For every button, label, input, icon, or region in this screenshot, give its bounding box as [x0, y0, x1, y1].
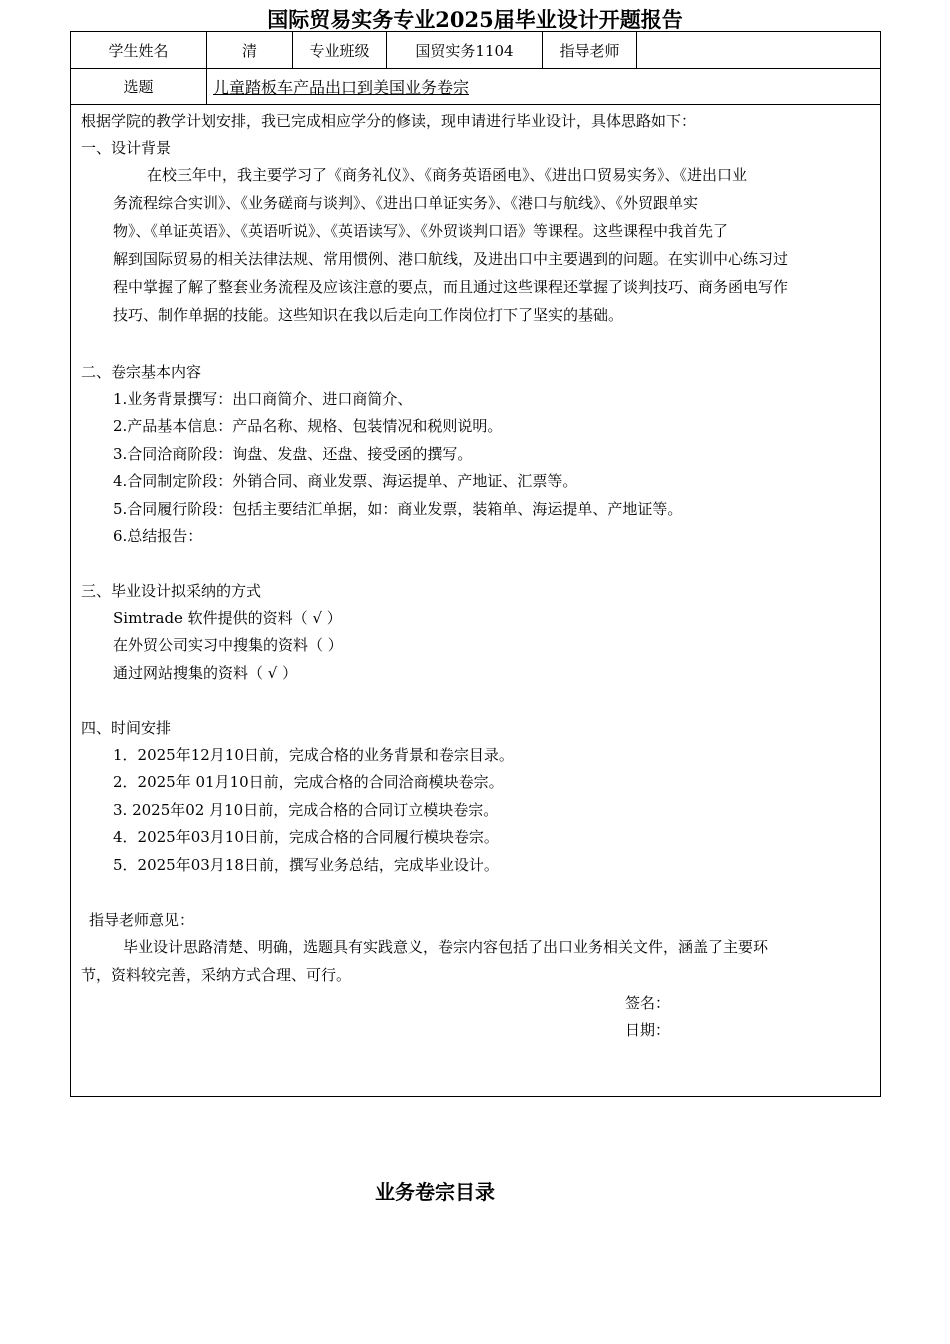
topic-value-cell	[207, 69, 881, 104]
topic-value: 儿童踏板车产品出口到美国业务卷宗	[213, 78, 470, 97]
document-title: 国际贸易实务专业2025届毕业设计开题报告	[267, 7, 683, 32]
section1-line: 务流程综合实训》、《业务磋商与谈判》、《进出口单证实务》、《港口与航线》、《外贸跟单实	[113, 194, 699, 212]
section3-item: Simtrade 软件提供的资料（ √ ）	[113, 609, 342, 627]
section2-item: 6.总结报告：	[113, 527, 203, 545]
section2-item: 2.产品基本信息：产品名称、规格、包装情况和税则说明。	[113, 417, 503, 435]
opinion-line: 节，资料较完善，采纳方式合理、可行。	[81, 966, 352, 984]
class-value: 国贸实务1104	[387, 32, 543, 68]
section1-line: 物》、《单证英语》、《英语听说》、《英语读写》、《外贸谈判口语》等课程。这些课程中我首先了	[113, 222, 729, 240]
intro-text: 根据学院的教学计划安排，我已完成相应学分的修读，现申请进行毕业设计，具体思路如下：	[81, 112, 697, 130]
opinion-line: 毕业设计思路清楚、明确，选题具有实践意义，卷宗内容包括了出口业务相关文件，涵盖了主要环	[123, 938, 769, 956]
section3-item: 通过网站搜集的资料（ √ ）	[113, 664, 298, 682]
section4-item: 2．2025年 01月10日前，完成合格的合同洽商模块卷宗。	[113, 773, 504, 791]
section4-item: 5．2025年03月18日前，撰写业务总结，完成毕业设计。	[113, 856, 499, 874]
info-row	[71, 32, 880, 69]
section2-heading: 二、卷宗基本内容	[81, 363, 202, 381]
date-label: 日期：	[625, 1021, 671, 1039]
section1-line: 程中掌握了解了整套业务流程及应该注意的要点，而且通过这些课程还掌握了谈判技巧、商务函电写作	[113, 278, 789, 296]
report-table	[70, 31, 881, 1097]
section1-heading: 一、设计背景	[81, 139, 172, 157]
topic-row	[71, 69, 880, 105]
section4-item: 3. 2025年02 月10日前，完成合格的合同订立模块卷宗。	[113, 801, 499, 819]
section1-line: 在校三年中，我主要学习了《商务礼仪》、《商务英语函电》、《进出口贸易实务》、《进出口业	[147, 166, 748, 184]
student-name-label: 学生姓名	[71, 32, 207, 68]
section2-item: 4.合同制定阶段：外销合同、商业发票、海运提单、产地证、汇票等。	[113, 472, 578, 490]
section3-item: 在外贸公司实习中搜集的资料（ ）	[113, 636, 343, 654]
student-name-value: 清	[207, 32, 293, 68]
class-label: 专业班级	[293, 32, 387, 68]
section4-heading: 四、时间安排	[81, 719, 172, 737]
section2-item: 5.合同履行阶段：包括主要结汇单据，如：商业发票，装箱单、海运提单、产地证等。	[113, 500, 683, 518]
opinion-heading: 指导老师意见：	[89, 911, 195, 929]
advisor-label: 指导老师	[543, 32, 637, 68]
section1-line: 解到国际贸易的相关法律法规、常用惯例、港口航线，及进出口中主要遇到的问题。在实训中心练习过	[113, 250, 789, 268]
section2-item: 3.合同洽商阶段：询盘、发盘、还盘、接受函的撰写。	[113, 445, 473, 463]
section4-item: 1．2025年12月10日前，完成合格的业务背景和卷宗目录。	[113, 746, 514, 764]
signature-label: 签名：	[625, 994, 671, 1012]
section4-item: 4．2025年03月10日前，完成合格的合同履行模块卷宗。	[113, 828, 499, 846]
topic-label: 选题	[71, 69, 207, 104]
section1-line: 技巧、制作单据的技能。这些知识在我以后走向工作岗位打下了坚实的基础。	[113, 306, 624, 324]
section3-heading: 三、毕业设计拟采纳的方式	[81, 582, 262, 600]
section2-item: 1.业务背景撰写：出口商简介、进口商简介、	[113, 390, 413, 408]
advisor-value	[637, 32, 881, 68]
section-subtitle: 业务卷宗目录	[375, 1180, 495, 1204]
